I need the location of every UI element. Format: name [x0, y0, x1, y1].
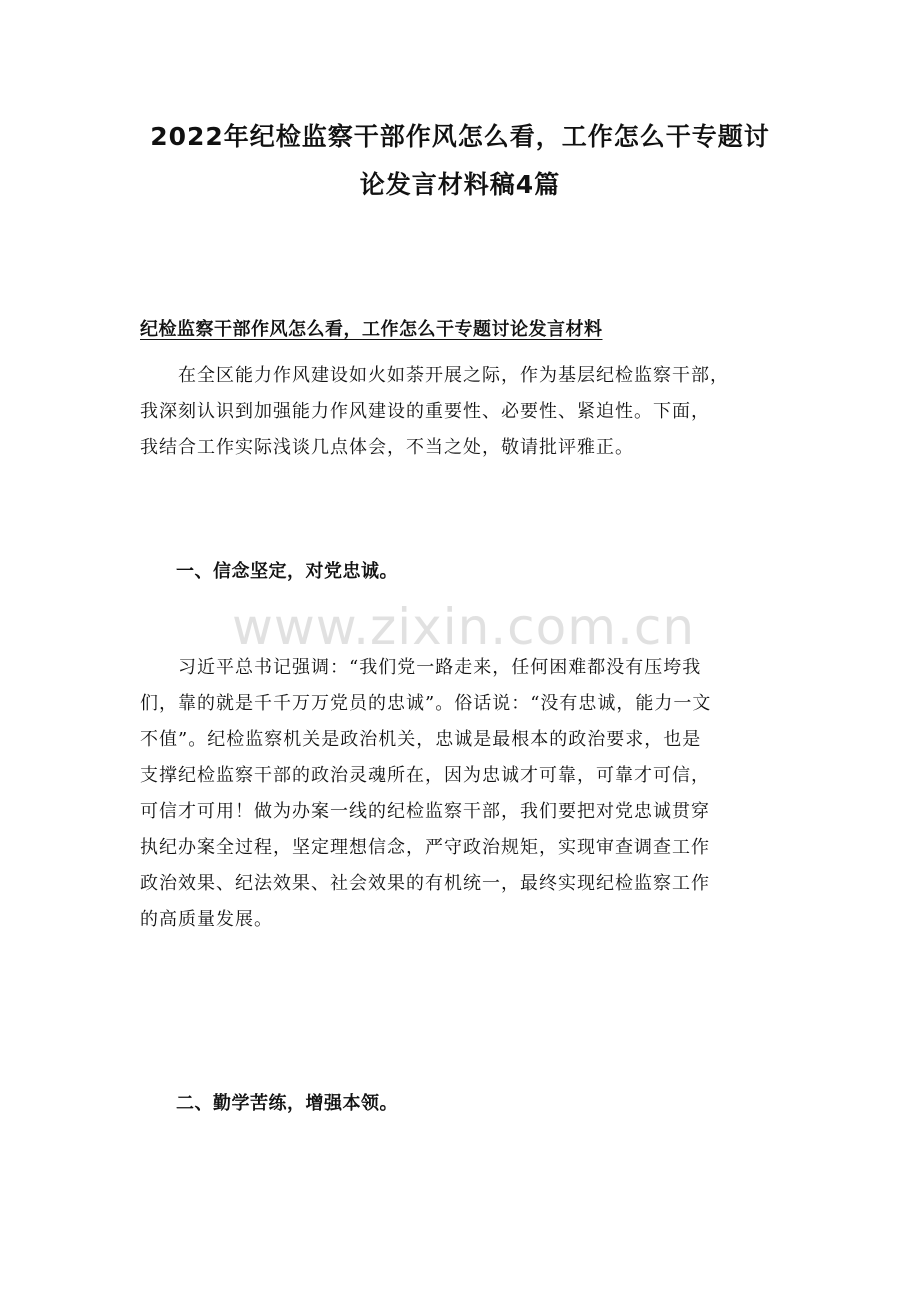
- section-1-heading: 一、信念坚定，对党忠诚。: [176, 561, 398, 582]
- section-subtitle: 纪检监察干部作风怎么看，工作怎么干专题讨论发言材料: [140, 319, 603, 340]
- paragraph-line: 执纪办案全过程，坚定理想信念，严守政治规矩，实现审查调查工作: [140, 837, 710, 858]
- section-2-heading: 二、勤学苦练，增强本领。: [176, 1093, 398, 1114]
- paragraph-line: 习近平总书记强调：“我们党一路走来，任何困难都没有压垮我: [140, 657, 702, 678]
- paragraph-line: 支撑纪检监察干部的政治灵魂所在，因为忠诚才可靠，可靠才可信，: [140, 765, 710, 786]
- paragraph-line: 不值”。纪检监察机关是政治机关，忠诚是最根本的政治要求，也是: [140, 729, 702, 750]
- paragraph-line: 可信才可用！做为办案一线的纪检监察干部，我们要把对党忠诚贯穿: [140, 801, 710, 822]
- intro-line: 我结合工作实际浅谈几点体会，不当之处，敬请批评雅正。: [140, 437, 634, 458]
- section-1-paragraph: [140, 650, 788, 938]
- paragraph-line: 们，靠的就是千千万万党员的忠诚”。俗话说：“没有忠诚，能力一文: [140, 693, 712, 714]
- paragraph-line: 政治效果、纪法效果、社会效果的有机统一，最终实现纪检监察工作: [140, 873, 710, 894]
- document-title-line-1: 2022年纪检监察干部作风怎么看，工作怎么干专题讨: [150, 122, 770, 151]
- paragraph-line: 的高质量发展。: [140, 909, 273, 930]
- intro-paragraph: [140, 358, 788, 466]
- document-title-line-2: 论发言材料稿4篇: [359, 170, 561, 199]
- watermark: www.zixin.com.cn: [232, 598, 696, 656]
- intro-line: 我深刻认识到加强能力作风建设的重要性、必要性、紧迫性。下面，: [140, 401, 710, 422]
- intro-line: 在全区能力作风建设如火如荼开展之际，作为基层纪检监察干部，: [140, 365, 729, 386]
